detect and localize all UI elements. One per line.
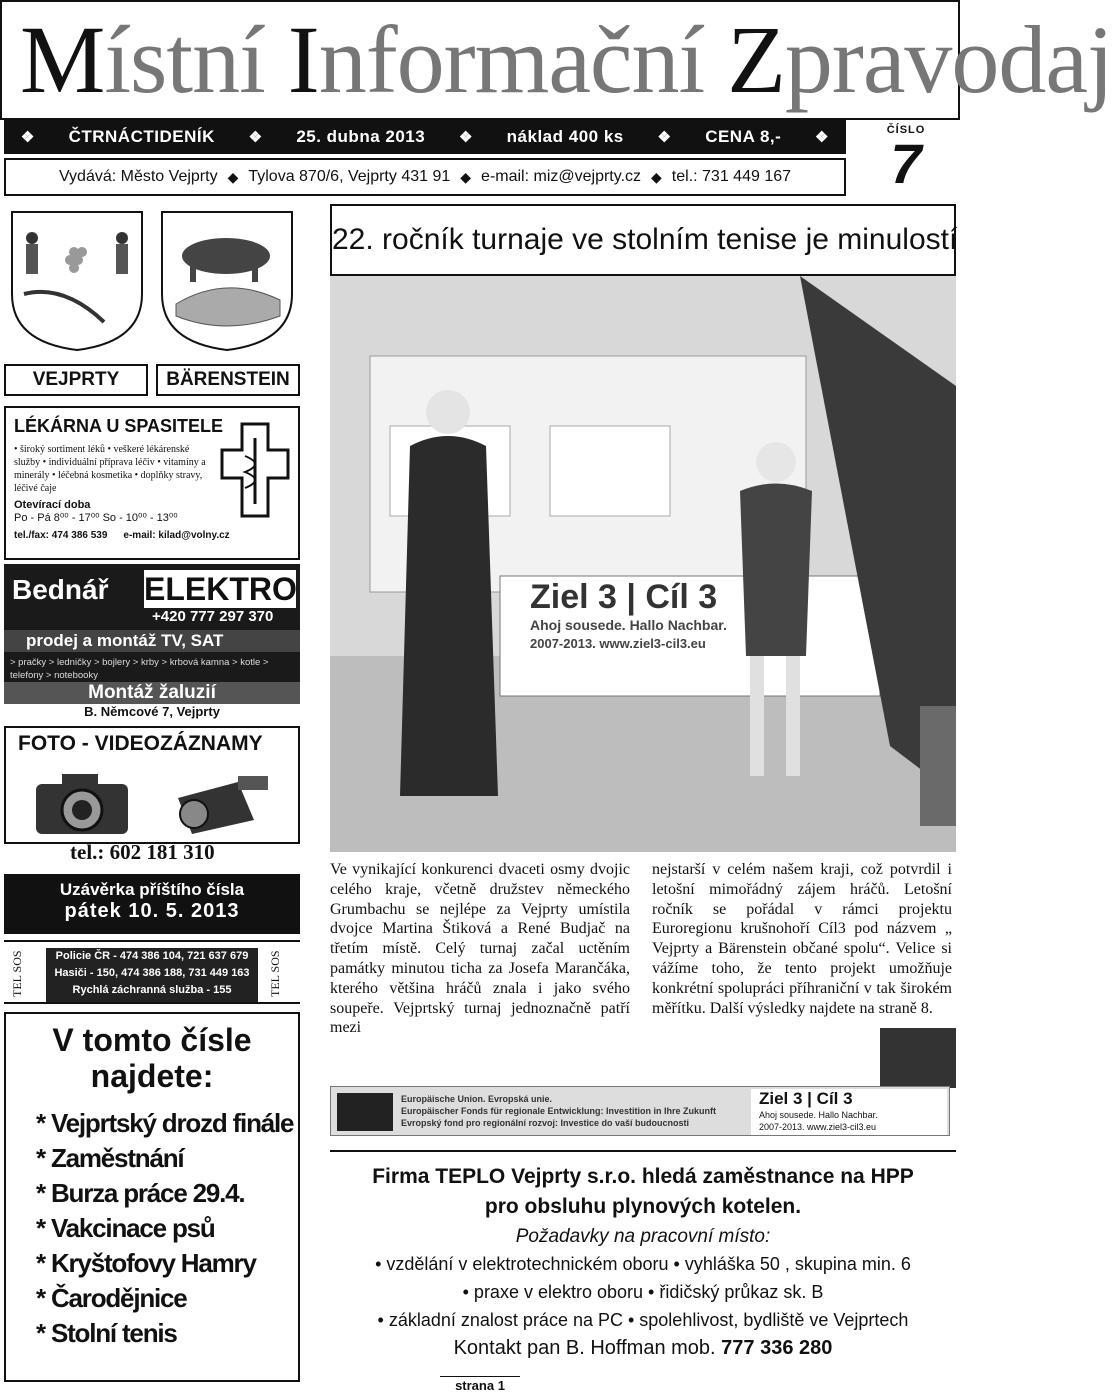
publisher-phone: tel.: 731 449 167 [671,168,792,185]
contents-item: * Kryštofovy Hamry [36,1248,256,1278]
elektro-phone: +420 777 297 370 [152,608,274,625]
elektro-address: B. Němcové 7, Vejprty [84,704,220,719]
pharmacy-cross-icon [220,420,290,520]
deadline-date: pátek 10. 5. 2013 [64,900,240,922]
tel-sos-right: TEL SOS [268,950,282,998]
tel-sos-left: TEL SOS [10,950,24,998]
issue-number-value: 7 [890,132,922,195]
job-contact-phone: 777 336 280 [721,1337,833,1359]
issue-info-bar [4,120,846,154]
pharmacy-contact [14,530,290,541]
job-requirement: • základní znalost práce na PC • spolehlivost, bydliště ve Vejprtech [377,1310,909,1330]
job-contact: Kontakt pan B. Hoffman mob. 777 336 280 [453,1337,833,1359]
videocamera-icon [168,768,278,838]
emergency-lines [46,948,258,1002]
pharmacy-services: • široký sortiment léků • veškeré lékárenské služby • individuální příprava léčiv • vitamíny a minerály • léčebná kosmetika • doplňky stravy, léčivé čaje [14,444,206,494]
elektro-name-left: Bednář [12,574,109,605]
coats-of-arms [4,204,300,352]
issue-number-label: ČÍSLO [886,124,926,136]
table-of-contents [4,1012,300,1382]
issue-date: 25. dubna 2013 [296,127,426,146]
job-ad [330,1150,956,1374]
masthead [0,0,1113,120]
pharmacy-hours-label: Otevírací doba [14,499,91,511]
elektro-service: prodej a montáž TV, SAT [4,630,300,652]
ziel3-puzzle-icon [880,1028,956,1088]
town-label-barenstein: BÄRENSTEIN [156,364,300,396]
deadline-label: Uzávěrka příštího čísla [59,880,245,899]
contents-item: * Vakcinace psů [36,1213,215,1243]
contents-item: * Stolní tenis [36,1318,177,1348]
bullet-diamond-icon: ◆ [227,168,239,185]
contents-heading: V tomto čísle najdete: [52,1022,252,1094]
elektro-items: > pračky > ledničky > bojlery > krby > krbová kamna > kotle > telefony > notebooky [10,657,269,681]
article-headline: 22. ročník turnaje ve stolním tenise je minulostí [330,204,956,276]
newspaper-title: Místní Informační Zpravodaj [20,6,1113,113]
ziel3-logo: Ziel 3 | Cíl 3 Ahoj sousede. Hallo Nachbar. 2007-2013. www.ziel3-cil3.eu [751,1089,947,1135]
page-number: strana 1 [440,1376,520,1396]
publisher-name: Vydává: Město Vejprty [58,168,218,185]
foto-video-title: FOTO - VIDEOZÁZNAMY [18,732,263,755]
issue-price: CENA 8,- [705,127,782,146]
elektro-ad [4,564,300,704]
contents-item: * Vejprtský drozd finále [36,1108,294,1138]
contents-item: * Čarodějnice [36,1283,187,1313]
coat-of-arms-icon [4,204,300,352]
diamond-icon: ❖ [657,129,672,146]
job-requirements-label: Požadavky na pracovní místo: [515,1226,771,1247]
emergency-ambulance: Rychlá záchranná služba - 155 [72,984,232,996]
elektro-name-right: ELEKTRO [144,571,297,607]
job-title-line1: Firma TEPLO Vejprty s.r.o. hledá zaměstnance na HPP [372,1165,914,1188]
diamond-icon: ❖ [458,129,473,146]
diamond-icon: ❖ [815,129,829,146]
article-column-1: Ve vynikající konkurenci dvaceti osmy dvojic celého kraje, včetně družstev německého Grumbachu se nejlépe za Vejprty umístila dvojce Martina Štiková a René Budjač na třetím místě. Celý turnaj začal uctěním památky minutou ticha za Josefa Marančáka, kterého většina hráčů znala i jako svého soupeře. Vejprtský turnaj jednoznačně patří mezi [330,861,630,1037]
town-label-vejprty: VEJPRTY [4,364,148,396]
elektro-extra: Montáž žaluzií [4,682,300,704]
camera-icon [32,768,132,838]
deadline-box [4,874,300,934]
eu-funding-band [330,1086,950,1136]
diamond-icon: ❖ [248,129,263,146]
publisher-address: Tylova 870/6, Vejprty 431 91 [248,168,451,185]
contents-item: * Zaměstnání [36,1143,184,1173]
job-title-line2: pro obsluhu plynových kotelen. [484,1195,802,1218]
bullet-diamond-icon: ◆ [651,168,662,185]
foto-video-ad [4,726,300,844]
bullet-diamond-icon: ◆ [460,168,472,185]
emergency-fire: Hasiči - 150, 474 386 188, 731 449 163 [54,967,250,979]
ziel3-board-title: Ziel 3 | Cíl 3 [530,578,718,616]
publisher-email: e-mail: miz@vejprty.cz [481,168,642,185]
contents-list [6,1106,298,1351]
issue-frequency: ČTRNÁCTIDENÍK [68,127,215,146]
ziel3-board-sub: Ahoj sousede. Hallo Nachbar. [530,617,727,633]
emergency-police: Policie ČR - 474 386 104, 721 637 679 [55,950,249,962]
publisher-bar [4,158,846,196]
eu-funding-text: Europäische Union. Evropská unie. Europäischer Fonds für regionale Entwicklung: Investition in Ihre Zukunft Evropský fond pro regionální rozvoj: Investice do vaší budoucnosti [401,1094,717,1128]
diamond-icon: ❖ [20,129,35,146]
job-requirement: • praxe v elektro oboru • řidičský průkaz sk. B [462,1282,824,1302]
eu-flag-icon [337,1093,393,1131]
article-column-2: nejstarší v celém našem kraji, což potvrdil i letošní mimořádný zájem hráčů. Letošní ročník se pořádal v rámci projektu Euroregionu krušnohoří Cíl3 pod názvem „ Vejprty a Bärenstein občané spolu“. Velice si vážíme toho, že tento projekt umožňuje konkrétní spolupráci příhraniční v tak širokém měřítku. Další výsledky najdete na straně 8. [652,861,952,1017]
foto-video-phone: tel.: 602 181 310 [70,840,215,864]
tournament-photo [330,276,956,852]
pharmacy-phone: tel./fax: 474 386 539 [14,530,108,541]
pharmacy-ad [4,406,300,560]
ziel3-board-url: 2007-2013. www.ziel3-cil3.eu [530,636,706,651]
pharmacy-email: e-mail: kilad@volny.cz [123,530,230,541]
issue-circulation: náklad 400 ks [506,127,624,146]
pharmacy-title: LÉKÁRNA U SPASITELE [14,416,224,436]
issue-number [856,124,956,200]
contents-item: * Burza práce 29.4. [36,1178,245,1208]
pharmacy-hours: Po - Pá 8⁰⁰ - 17⁰⁰ So - 10⁰⁰ - 13⁰⁰ [14,512,178,524]
emergency-numbers [4,940,300,1004]
article-photo [330,276,956,852]
job-requirement: • vzdělání v elektrotechnickém oboru • vyhláška 50 , skupina min. 6 [375,1254,911,1274]
